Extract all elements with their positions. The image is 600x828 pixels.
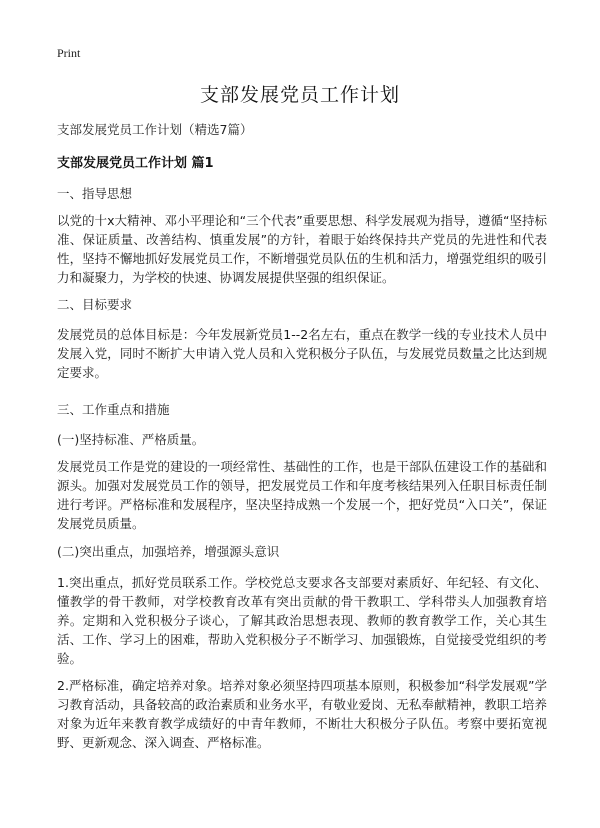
document-title: 支部发展党员工作计划: [199, 84, 400, 106]
paragraph-guiding-ideology: 以党的十x大精神、邓小平理论和“三个代表”重要思想、科学发展观为指导，遵循“坚持标准、保证质量、改善结构、慎重发展”的方针，着眼于始终保持共产党员的先进性和代表性，坚持不懈地抓好发展党员工作，不断增强党员队伍的生机和活力，增强党组织的吸引力和凝聚力，为学校的快速、协调发展提供坚强的组织保证。: [57, 213, 547, 285]
paragraph-standards: 发展党员工作是党的建设的一项经常性、基础性的工作，也是干部队伍建设工作的基础和源头。加强对发展党员工作的领导，把发展党员工作和年度考核结果列入任职目标责任制进行考评。严格标准和发展程序，坚决坚持成熟一个发展一个，把好党员“入口关”，保证发展党员质量。: [57, 459, 547, 531]
paragraph-focus-2: 2.严格标准，确定培养对象。培养对象必须坚持四项基本原则，积极参加“科学发展观”学习教育活动，具备较高的政治素质和业务水平，有敬业爱岗、无私奉献精神，教职工培养对象为近年来教育教学成绩好的中青年教师，不断壮大积极分子队伍。考察中要拓宽视野、更新观念、深入调查、严格标准。: [57, 678, 547, 750]
heading-guiding-ideology: 一、指导思想: [57, 186, 133, 201]
paragraph-goals: 发展党员的总体目标是：今年发展新党员1--2名左右，重点在教学一线的专业技术人员中发展入党，同时不断扩大申请入党人员和入党积极分子队伍，与发展党员数量之比达到规定要求。: [57, 327, 547, 380]
subheading-focus: (二)突出重点，加强培养，增强源头意识: [57, 544, 280, 559]
heading-goals: 二、目标要求: [57, 297, 133, 312]
heading-key-work: 三、工作重点和措施: [57, 402, 170, 417]
print-label: Print: [57, 46, 81, 60]
subheading-standards: (一)坚持标准、严格质量。: [57, 432, 205, 447]
section-title: 支部发展党员工作计划 篇1: [57, 156, 214, 171]
document-subtitle: 支部发展党员工作计划（精选7篇）: [57, 122, 253, 137]
paragraph-focus-1: 1.突出重点，抓好党员联系工作。学校党总支要求各支部要对素质好、年纪轻、有文化、懂教学的骨干教师，对学校教育改革有突出贡献的骨干教职工、学科带头人加强教育培养。定期和入党积极分子谈心，了解其政治思想表现、教师的教育教学工作，关心其生活、工作、学习上的困难，帮助入党积极分子不断学习、加强锻炼，自觉接受党组织的考验。: [57, 575, 547, 666]
